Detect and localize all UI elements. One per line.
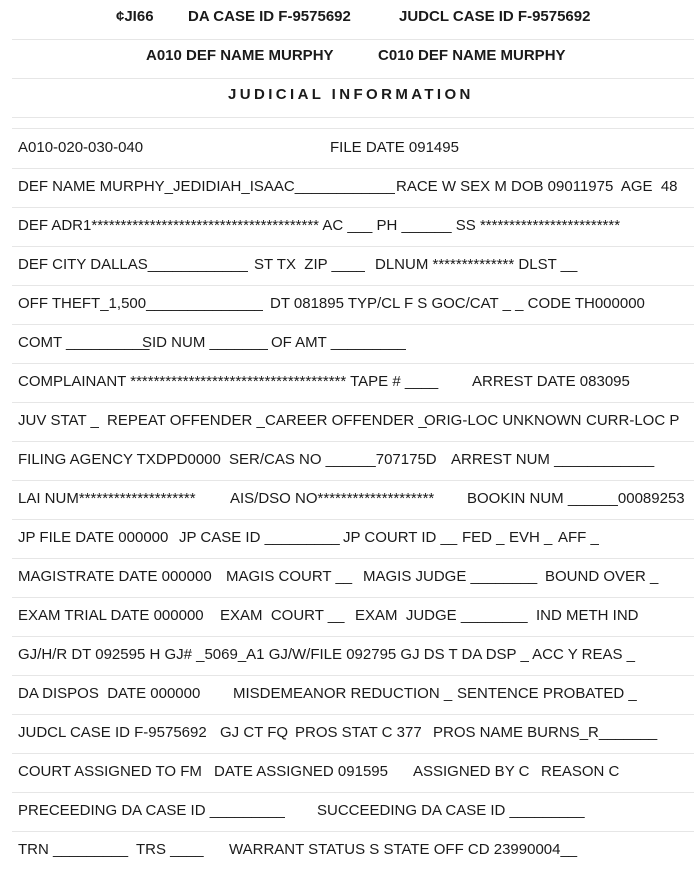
record-row bbox=[12, 129, 694, 169]
record-field: CAREER OFFENDER _ bbox=[265, 412, 427, 429]
record-row bbox=[12, 402, 694, 442]
record-field: SID NUM _______ bbox=[142, 334, 268, 351]
record-row bbox=[12, 675, 694, 715]
a010-defendant-name: A010 DEF NAME MURPHY bbox=[146, 47, 334, 64]
record-field: AIS/DSO NO******************** bbox=[230, 490, 435, 507]
record-row bbox=[12, 714, 694, 754]
record-field: EXAM TRIAL DATE 000000 bbox=[18, 607, 204, 624]
record-field: COURT ASSIGNED TO FM bbox=[18, 763, 202, 780]
record-field: DT 081895 TYP/CL F S GOC/CAT _ _ CODE TH000000 bbox=[270, 295, 645, 312]
record-field: BOUND OVER _ bbox=[545, 568, 659, 585]
record-field: SUCCEEDING DA CASE ID _________ bbox=[317, 802, 585, 819]
record-row bbox=[12, 519, 694, 559]
record-field: A010-020-030-040 bbox=[18, 139, 144, 156]
record-field: FILING AGENCY TXDPD0000 bbox=[18, 451, 221, 468]
record-field: COMT __________ bbox=[18, 334, 150, 351]
record-field: REASON C bbox=[541, 763, 620, 780]
record-row bbox=[12, 168, 694, 208]
record-field: DEF ADR1*************************************** AC ___ PH ______ SS ************************ bbox=[18, 217, 621, 234]
record-field: EVH _ bbox=[509, 529, 553, 546]
record-field: OF AMT _________ bbox=[271, 334, 406, 351]
record-field: DLNUM ************** DLST __ bbox=[375, 256, 578, 273]
record-field: JP CASE ID _________ bbox=[179, 529, 340, 546]
judicial-case-id: JUDCL CASE ID F-9575692 bbox=[399, 8, 591, 25]
record-field: OFF THEFT_1,500______________ bbox=[18, 295, 263, 312]
section-title-bar bbox=[12, 78, 694, 118]
record-row bbox=[12, 636, 694, 676]
record-row bbox=[12, 558, 694, 598]
record-field: REPEAT OFFENDER _ bbox=[107, 412, 265, 429]
record-field: PROS STAT C 377 bbox=[295, 724, 422, 741]
section-title: JUDICIAL INFORMATION bbox=[228, 86, 474, 103]
header-case-line bbox=[12, 0, 694, 40]
record-field: ARREST NUM ____________ bbox=[451, 451, 655, 468]
record-field: MAGISTRATE DATE 000000 bbox=[18, 568, 212, 585]
record-row bbox=[12, 285, 694, 325]
record-field: JP COURT ID __ bbox=[343, 529, 458, 546]
record-field: COMPLAINANT ************************************* TAPE # ____ bbox=[18, 373, 439, 390]
record-row bbox=[12, 792, 694, 832]
record-field: RACE W SEX M DOB 09011975 AGE 48 bbox=[396, 178, 678, 195]
record-field: PRECEEDING DA CASE ID _________ bbox=[18, 802, 285, 819]
record-field: GJ CT FQ bbox=[220, 724, 289, 741]
screen-code: ¢JI66 bbox=[116, 8, 154, 25]
record-field: TRN _________ bbox=[18, 841, 129, 858]
header-defendant-line bbox=[12, 39, 694, 79]
record-row bbox=[12, 831, 694, 870]
da-case-id: DA CASE ID F-9575692 bbox=[188, 8, 351, 25]
record-field: IND METH IND bbox=[536, 607, 639, 624]
record-row bbox=[12, 597, 694, 637]
c010-defendant-name: C010 DEF NAME MURPHY bbox=[378, 47, 566, 64]
record-row bbox=[12, 324, 694, 364]
record-field: ST TX ZIP ____ bbox=[254, 256, 365, 273]
record-row bbox=[12, 480, 694, 520]
section-spacer bbox=[12, 117, 694, 129]
record-row bbox=[12, 363, 694, 403]
record-field: TRS ____ bbox=[136, 841, 204, 858]
record-field: SENTENCE PROBATED _ bbox=[457, 685, 637, 702]
record-field: WARRANT STATUS S STATE OFF CD 23990004__ bbox=[229, 841, 578, 858]
record-field: LAI NUM******************** bbox=[18, 490, 196, 507]
record-row bbox=[12, 441, 694, 481]
record-row bbox=[12, 207, 694, 247]
record-field: EXAM COURT __ bbox=[220, 607, 345, 624]
record-field: FILE DATE 091495 bbox=[330, 139, 459, 156]
record-field: AFF _ bbox=[558, 529, 599, 546]
record-field: DATE ASSIGNED 091595 bbox=[214, 763, 388, 780]
record-field: ASSIGNED BY C bbox=[413, 763, 530, 780]
record-row bbox=[12, 246, 694, 286]
record-field: BOOKIN NUM ______00089253 bbox=[467, 490, 685, 507]
record-field: MAGIS COURT __ bbox=[226, 568, 353, 585]
record-field: MAGIS JUDGE ________ bbox=[363, 568, 538, 585]
record-field: MISDEMEANOR REDUCTION _ bbox=[233, 685, 453, 702]
record-field: DEF CITY DALLAS____________ bbox=[18, 256, 248, 273]
record-row bbox=[12, 753, 694, 793]
record-field: PROS NAME BURNS_R_______ bbox=[433, 724, 658, 741]
record-field: ARREST DATE 083095 bbox=[472, 373, 630, 390]
record-field: DEF NAME MURPHY_JEDIDIAH_ISAAC____________ bbox=[18, 178, 395, 195]
record-field: SER/CAS NO ______707175D bbox=[229, 451, 437, 468]
record-field: DA DISPOS DATE 000000 bbox=[18, 685, 201, 702]
record-field: CURR-LOC P bbox=[586, 412, 680, 429]
record-field: EXAM JUDGE ________ bbox=[355, 607, 528, 624]
record-field: ORIG-LOC UNKNOWN bbox=[424, 412, 582, 429]
record-field: JUDCL CASE ID F-9575692 bbox=[18, 724, 207, 741]
record-field: JP FILE DATE 000000 bbox=[18, 529, 169, 546]
record-field: GJ/H/R DT 092595 H GJ# _5069_A1 GJ/W/FILE 092795 GJ DS T DA DSP _ ACC Y REAS _ bbox=[18, 646, 635, 663]
record-field: JUV STAT _ bbox=[18, 412, 99, 429]
record-field: FED _ bbox=[462, 529, 505, 546]
